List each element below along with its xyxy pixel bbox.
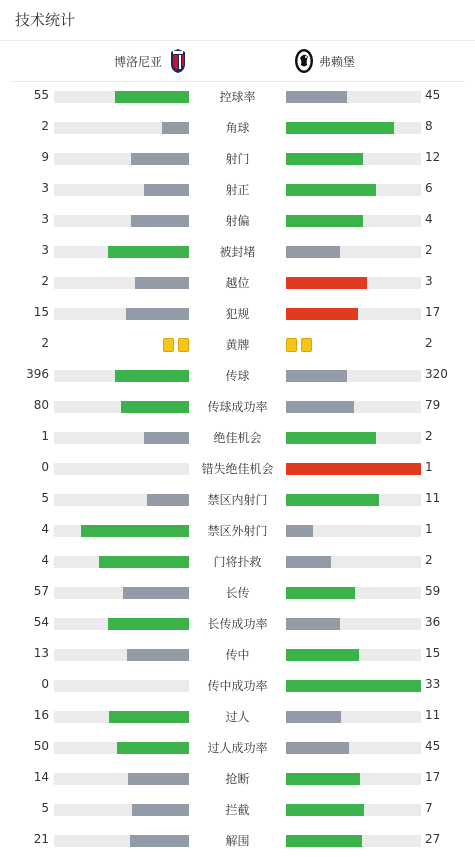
away-stat-bar [286, 649, 421, 661]
stat-row [0, 613, 475, 633]
stat-label: 过人成功率 [207, 741, 268, 755]
home-stat-bar [54, 711, 189, 723]
stat-row [0, 768, 475, 788]
home-stat-value: 13 [33, 646, 49, 660]
home-stat-bar [54, 494, 189, 506]
stat-label: 传球成功率 [207, 400, 268, 414]
stat-row [0, 303, 475, 323]
away-stat-bar-fill [286, 773, 360, 785]
team-divider [10, 81, 465, 82]
away-stat-bar [286, 556, 421, 568]
stat-row [0, 179, 475, 199]
away-stat-bar-fill [286, 184, 376, 196]
home-stat-bar-fill [131, 215, 189, 227]
home-stat-value: 9 [41, 150, 49, 164]
home-stat-bar [54, 184, 189, 196]
stat-label: 拦截 [225, 803, 250, 817]
stat-row [0, 396, 475, 416]
away-stat-bar [286, 618, 421, 630]
home-stat-bar-fill [121, 401, 189, 413]
home-stat-bar-fill [144, 432, 189, 444]
home-stat-value: 16 [33, 708, 49, 722]
home-stat-bar-fill [130, 835, 189, 847]
stat-label: 传球 [225, 369, 250, 383]
home-stat-bar [54, 680, 189, 692]
home-stat-value: 4 [41, 553, 49, 567]
away-stat-bar [286, 804, 421, 816]
away-stat-value: 17 [425, 305, 441, 319]
home-stat-value: 55 [33, 88, 49, 102]
stat-row [0, 86, 475, 106]
away-stat-value: 320 [425, 367, 448, 381]
away-stat-bar-fill [286, 556, 331, 568]
stat-label: 被封堵 [219, 245, 256, 259]
stat-row [0, 551, 475, 571]
away-stat-value: 2 [425, 243, 433, 257]
home-stat-bar-fill [123, 587, 189, 599]
stat-row [0, 644, 475, 664]
stat-label: 绝佳机会 [213, 431, 262, 445]
home-stat-value: 15 [33, 305, 49, 319]
header-divider [0, 40, 475, 41]
home-stat-bar-fill [128, 773, 189, 785]
home-stat-value: 54 [33, 615, 49, 629]
home-stat-bar [54, 835, 189, 847]
home-stat-bar-fill [127, 649, 189, 661]
home-stat-value: 3 [41, 243, 49, 257]
away-stat-bar [286, 835, 421, 847]
home-stat-bar-fill [135, 277, 189, 289]
yellow-card-icon [301, 338, 312, 352]
away-stat-bar [286, 308, 421, 320]
stat-row [0, 737, 475, 757]
stat-row [0, 458, 475, 478]
away-stat-bar [286, 277, 421, 289]
home-stat-value: 21 [33, 832, 49, 846]
home-stat-bar [54, 525, 189, 537]
stat-label: 传中成功率 [207, 679, 268, 693]
away-team-name: 弗赖堡 [319, 55, 356, 69]
home-stat-value: 50 [33, 739, 49, 753]
stat-label: 长传 [225, 586, 250, 600]
home-stat-bar-fill [162, 122, 189, 134]
home-stat-bar [54, 463, 189, 475]
away-stat-bar-fill [286, 246, 340, 258]
stat-row [0, 582, 475, 602]
away-stat-value: 8 [425, 119, 433, 133]
home-team-name: 博洛尼亚 [114, 55, 163, 69]
home-stat-value: 2 [41, 119, 49, 133]
away-stat-bar [286, 680, 421, 692]
stat-label: 射门 [225, 152, 250, 166]
away-stat-bar-fill [286, 835, 362, 847]
yellow-card-icon [163, 338, 174, 352]
home-stat-bar-fill [81, 525, 189, 537]
away-stat-value: 79 [425, 398, 441, 412]
away-stat-value: 4 [425, 212, 433, 226]
away-stat-bar [286, 773, 421, 785]
home-stat-bar [54, 618, 189, 630]
home-stat-bar [54, 215, 189, 227]
home-stat-bar [54, 432, 189, 444]
home-stat-bar-fill [126, 308, 189, 320]
away-stat-value: 27 [425, 832, 441, 846]
stat-row [0, 210, 475, 230]
stat-row [0, 520, 475, 540]
home-stat-value: 4 [41, 522, 49, 536]
home-stat-bar [54, 308, 189, 320]
away-stat-bar-fill [286, 153, 363, 165]
home-stat-value: 80 [33, 398, 49, 412]
stat-row [0, 117, 475, 137]
stat-label: 控球率 [219, 90, 256, 104]
bologna-crest-icon [170, 48, 186, 74]
home-stat-value: 1 [41, 429, 49, 443]
away-stat-bar [286, 587, 421, 599]
yellow-card-icon [178, 338, 189, 352]
away-stat-bar [286, 153, 421, 165]
home-stat-bar-fill [115, 91, 189, 103]
stat-label: 过人 [225, 710, 250, 724]
home-stat-bar [54, 153, 189, 165]
home-stat-bar-fill [115, 370, 189, 382]
home-stat-value: 14 [33, 770, 49, 784]
stat-row [0, 427, 475, 447]
home-stat-value: 396 [26, 367, 49, 381]
away-stat-value: 11 [425, 491, 441, 505]
away-stat-value: 2 [425, 429, 433, 443]
stat-row [0, 272, 475, 292]
away-stat-bar-fill [286, 432, 376, 444]
away-stat-value: 1 [425, 522, 433, 536]
stat-label: 解围 [225, 834, 250, 848]
away-stat-bar-fill [286, 215, 363, 227]
away-stat-value: 17 [425, 770, 441, 784]
stat-label: 抢断 [225, 772, 250, 786]
away-stat-bar-fill [286, 308, 358, 320]
home-stat-bar [54, 804, 189, 816]
stat-label: 禁区外射门 [207, 524, 268, 538]
stat-row [0, 830, 475, 850]
away-stat-bar-fill [286, 401, 354, 413]
home-stat-value: 5 [41, 491, 49, 505]
stat-row [0, 334, 475, 354]
home-stat-bar-fill [131, 153, 189, 165]
stat-label: 射偏 [225, 214, 250, 228]
away-stat-bar [286, 742, 421, 754]
away-stat-bar [286, 370, 421, 382]
home-stat-bar [54, 246, 189, 258]
stat-row [0, 241, 475, 261]
home-stat-bar [54, 556, 189, 568]
away-stat-bar-fill [286, 91, 347, 103]
away-stat-bar-fill [286, 742, 349, 754]
away-stat-value: 45 [425, 739, 441, 753]
home-stat-value: 3 [41, 181, 49, 195]
away-stat-bar [286, 494, 421, 506]
away-stat-bar-fill [286, 277, 367, 289]
away-stat-bar-fill [286, 618, 340, 630]
home-stat-value: 5 [41, 801, 49, 815]
stat-row [0, 148, 475, 168]
stat-label: 黄牌 [225, 338, 250, 352]
away-stat-value: 15 [425, 646, 441, 660]
home-stat-bar-fill [117, 742, 189, 754]
home-stat-bar-fill [147, 494, 189, 506]
away-stat-value: 36 [425, 615, 441, 629]
away-stat-bar [286, 711, 421, 723]
stat-row [0, 799, 475, 819]
home-stat-bar-fill [99, 556, 189, 568]
away-stat-bar-fill [286, 649, 359, 661]
away-stat-value: 59 [425, 584, 441, 598]
stat-row [0, 365, 475, 385]
stat-label: 角球 [225, 121, 250, 135]
away-stat-value: 33 [425, 677, 441, 691]
home-stat-value: 57 [33, 584, 49, 598]
away-stat-value: 2 [425, 336, 433, 350]
away-stat-value: 11 [425, 708, 441, 722]
away-stat-bar [286, 525, 421, 537]
away-stat-bar-fill [286, 525, 313, 537]
stat-label: 错失绝佳机会 [201, 462, 274, 476]
away-stat-bar-fill [286, 587, 355, 599]
away-stat-bar-fill [286, 711, 341, 723]
home-stat-bar-fill [108, 618, 189, 630]
home-stat-bar [54, 773, 189, 785]
home-stat-bar-fill [132, 804, 189, 816]
home-stat-bar [54, 91, 189, 103]
away-stat-bar [286, 432, 421, 444]
away-stat-bar-fill [286, 122, 394, 134]
away-stat-bar [286, 184, 421, 196]
home-stat-value: 2 [41, 336, 49, 350]
away-stat-bar-fill [286, 494, 379, 506]
yellow-card-icon [286, 338, 297, 352]
away-stat-value: 45 [425, 88, 441, 102]
away-stat-bar-fill [286, 370, 347, 382]
home-stat-value: 3 [41, 212, 49, 226]
away-stat-bar [286, 122, 421, 134]
away-stat-value: 2 [425, 553, 433, 567]
away-stat-bar-fill [286, 804, 364, 816]
stat-label: 射正 [225, 183, 250, 197]
away-stat-bar-fill [286, 463, 421, 475]
stat-label: 传中 [225, 648, 250, 662]
stat-label: 门将扑救 [213, 555, 262, 569]
stat-label: 犯规 [225, 307, 250, 321]
home-stat-bar [54, 742, 189, 754]
away-stat-bar-fill [286, 680, 421, 692]
home-stat-bar [54, 649, 189, 661]
stat-label: 越位 [225, 276, 250, 290]
away-stat-value: 12 [425, 150, 441, 164]
stat-label: 长传成功率 [207, 617, 268, 631]
freiburg-crest-icon [294, 48, 314, 74]
home-stat-value: 2 [41, 274, 49, 288]
home-stat-value: 0 [41, 460, 49, 474]
stat-row [0, 675, 475, 695]
stat-row [0, 706, 475, 726]
away-stat-bar [286, 463, 421, 475]
home-stat-bar [54, 401, 189, 413]
away-stat-value: 6 [425, 181, 433, 195]
page-title: 技术统计 [15, 11, 76, 29]
away-stat-value: 1 [425, 460, 433, 474]
home-stat-value: 0 [41, 677, 49, 691]
away-stat-bar [286, 215, 421, 227]
home-stat-bar-fill [144, 184, 189, 196]
away-stat-bar [286, 246, 421, 258]
home-stat-bar [54, 277, 189, 289]
stat-row [0, 489, 475, 509]
home-stat-bar [54, 370, 189, 382]
away-stat-value: 3 [425, 274, 433, 288]
away-stat-value: 7 [425, 801, 433, 815]
away-stat-bar [286, 401, 421, 413]
home-stat-bar [54, 122, 189, 134]
stat-label: 禁区内射门 [207, 493, 268, 507]
home-stat-bar-fill [109, 711, 189, 723]
away-stat-bar [286, 91, 421, 103]
home-stat-bar-fill [108, 246, 189, 258]
home-stat-bar [54, 587, 189, 599]
